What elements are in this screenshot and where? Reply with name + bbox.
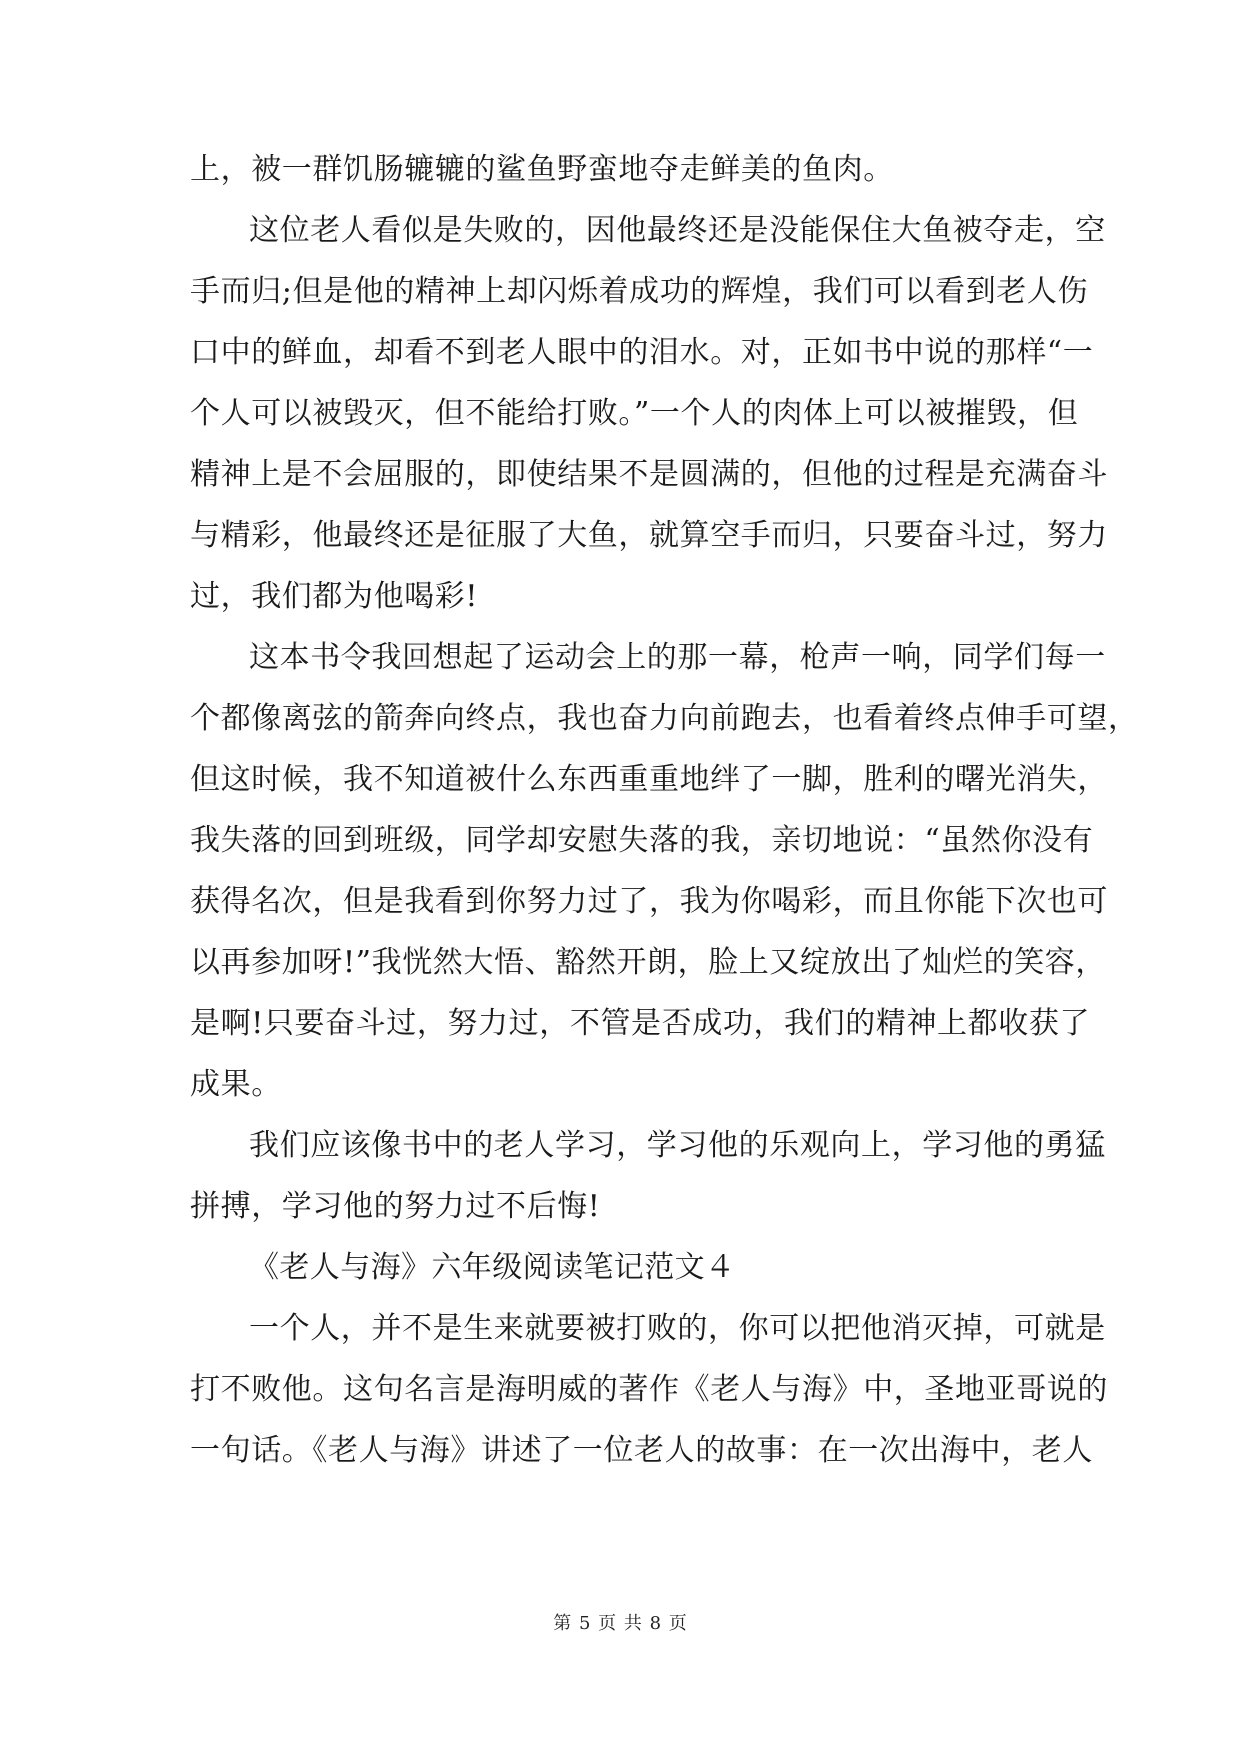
text-line: 手而归;但是他的精神上却闪烁着成功的辉煌，我们可以看到老人伤 [190,274,1089,309]
text-line: 过，我们都为他喝彩! [190,579,479,614]
text-line: 个都像离弦的箭奔向终点，我也奋力向前跑去，也看着终点伸手可望， [190,701,1139,736]
text-line: 成果。 [190,1067,282,1102]
text-line: 但这时候，我不知道被什么东西重重地绊了一脚，胜利的曙光消失， [190,762,1108,797]
section-title: 《老人与海》六年级阅读笔记范文４ [249,1250,736,1285]
paragraph-start-line: 一个人，并不是生来就要被打败的，你可以把他消灭掉，可就是 [249,1311,1106,1346]
text-line: 是啊!只要奋斗过，努力过，不管是否成功，我们的精神上都收获了 [190,1006,1091,1041]
text-line: 个人可以被毁灭，但不能给打败。”一个人的肉体上可以被摧毁，但 [190,396,1079,431]
text-line: 上，被一群饥肠辘辘的鲨鱼野蛮地夺走鲜美的鱼肉。 [190,152,894,187]
text-line: 一句话。《老人与海》讲述了一位老人的故事：在一次出海中，老人 [190,1433,1093,1468]
paragraph-start-line: 这本书令我回想起了运动会上的那一幕，枪声一响，同学们每一 [249,640,1106,675]
text-line: 打不败他。这句名言是海明威的著作《老人与海》中，圣地亚哥说的 [190,1372,1108,1407]
text-line: 以再参加呀!”我恍然大悟、豁然开朗，脸上又绽放出了灿烂的笑容， [190,945,1106,980]
text-line: 精神上是不会屈服的，即使结果不是圆满的，但他的过程是充满奋斗 [190,457,1108,492]
text-line: 拼搏，学习他的努力过不后悔! [190,1189,601,1224]
text-line: 获得名次，但是我看到你努力过了，我为你喝彩，而且你能下次也可 [190,884,1108,919]
text-line: 口中的鲜血，却看不到老人眼中的泪水。对，正如书中说的那样“一 [190,335,1094,370]
text-line: 与精彩，他最终还是征服了大鱼，就算空手而归，只要奋斗过，努力 [190,518,1108,553]
page-number-footer: 第 5 页 共 8 页 [553,1613,688,1634]
paragraph-start-line: 这位老人看似是失败的，因他最终还是没能保住大鱼被夺走，空 [249,213,1106,248]
paragraph-start-line: 我们应该像书中的老人学习，学习他的乐观向上，学习他的勇猛 [249,1128,1106,1163]
text-line: 我失落的回到班级，同学却安慰失落的我，亲切地说：“虽然你没有 [190,823,1094,858]
